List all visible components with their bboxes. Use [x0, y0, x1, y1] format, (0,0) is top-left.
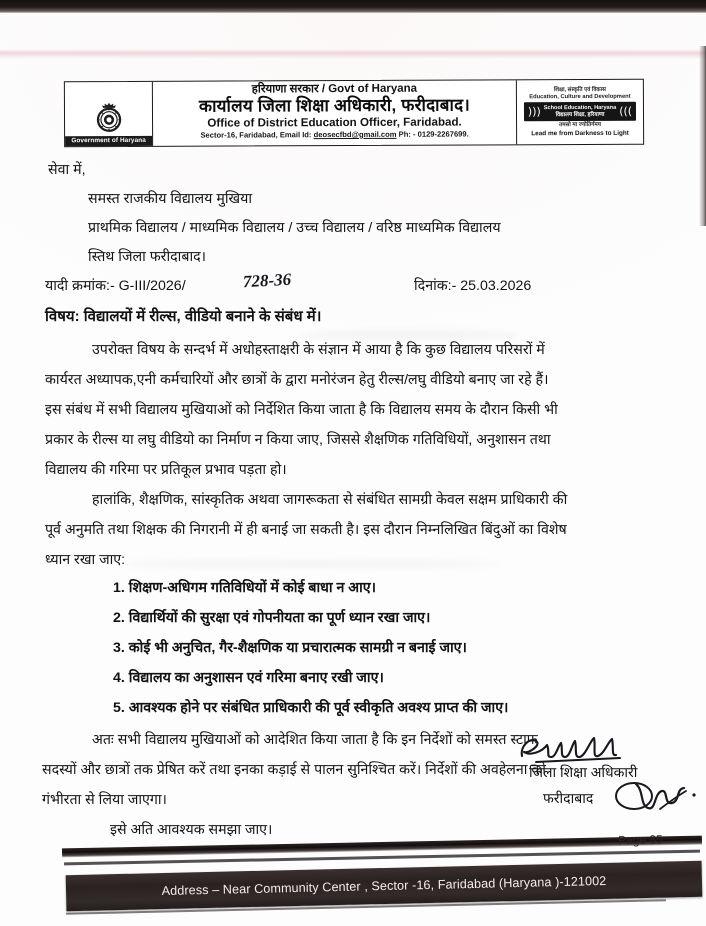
logo-text [544, 105, 616, 119]
paragraph-1-line-1: उपरोक्त विषय के सन्दर्भ में अधोहस्ताक्षरी के संज्ञान में आया है कि कुछ विद्यालय परिसरों में [92, 342, 545, 358]
recipient-line-1: समस्त राजकीय विद्यालय मुखिया [88, 191, 253, 207]
letterhead-emblem-cell [65, 82, 153, 146]
paragraph-3-line-3: गंभीरता से लिया जाएगा। [42, 792, 167, 808]
letterhead-office-english: Office of District Education Officer, Faridabad. [207, 115, 462, 130]
letterhead-email: deosecfbd@gmail.com [313, 129, 397, 140]
signature-initial-mark [610, 775, 698, 817]
paragraph-1-line-2: कार्यरत अध्यापक,एनी कर्मचारियों और छात्रों के द्वारा मनोरंजन हेतु रील्स/लघु वीडियो बनाए जा रहे हैं। [45, 372, 549, 388]
paragraph-2-line-1: हालांकि, शैक्षणिक, सांस्कृतिक अथवा जागरूकता से संबंधित सामग्री केवल सक्षम प्राधिकारी की [92, 492, 568, 508]
letterhead-phone: Ph: - 0129-2267699. [396, 129, 469, 139]
logo-right-bars-icon: ((( [619, 104, 633, 118]
letterhead-contact-line [157, 129, 512, 140]
point-item-1: 1. शिक्षण-अधिगम गतिविधियों में कोई बाधा न आए। [113, 580, 377, 596]
recipient-line-2: प्राथमिक विद्यालय / माध्यमिक विद्यालय / उच्च विद्यालय / वरिष्ठ माध्यमिक विद्यालय [88, 220, 501, 236]
signature-designation: जिला शिक्षा अधिकारी [529, 764, 638, 780]
closing-line: इसे अति आवश्यक समझा जाए। [110, 822, 273, 838]
point-item-5: 5. आवश्यक होने पर संबंधित प्राधिकारी की पूर्व स्वीकृति अवश्य प्राप्त की जाए। [113, 700, 509, 716]
paragraph-1-line-4: प्रकार के रील्स या लघु वीडियो का निर्माण न किया जाए, जिससे शैक्षणिक गतिविधियों, अनुशासन तथा [45, 432, 551, 448]
scan-smudge [120, 560, 500, 568]
school-education-logo [524, 102, 636, 122]
paragraph-3-line-2: सदस्यों और छात्रों तक प्रेषित करें तथा इनका कड़ाई से पालन सुनिश्चित करें। निर्देशों की अवहेलना को [42, 762, 546, 778]
motto-english: Lead me from Darkness to Light [531, 129, 629, 137]
department-name-english: Education, Culture and Development [529, 94, 631, 101]
footer-address-text: Address – Near Community Center , Sector -16, Faridabad (Haryana )-121002 [161, 873, 607, 899]
department-name-hindi: शिक्षा, संस्कृति एवं विकास [553, 86, 606, 93]
scan-smudge [300, 330, 520, 340]
memo-number-label: यादी क्रमांक:- G-III/2026/ [45, 278, 186, 294]
point-item-4: 4. विद्यालय का अनुशासन एवं गरिमा बनाए रखी जाए। [113, 670, 384, 686]
paragraph-2-line-2: पूर्व अनुमति तथा शिक्षक की निगरानी में ही बनाई जा सकती है। इस दौरान निम्नलिखित बिंदुओं का विशेष [45, 522, 567, 538]
letterhead-sector: Sector-16, Faridabad, Email Id: [200, 130, 314, 140]
point-item-3: 3. कोई भी अनुचित, गैर-शैक्षणिक या प्रचारात्मक सामग्री न बनाई जाए। [113, 640, 467, 656]
letterhead-office-hindi: कार्यालय जिला शिक्षा अधिकारी, फरीदाबाद। [198, 95, 470, 116]
signature-place: फरीदाबाद [543, 790, 594, 806]
letterhead-department-cell [517, 80, 643, 145]
document-date: दिनांक:- 25.03.2026 [414, 278, 532, 294]
subject-line: विषय: विद्यालयों में रील्स, वीडियो बनाने के संबंध में। [45, 308, 322, 325]
letterhead [64, 79, 644, 148]
scan-right-edge-shadow [699, 46, 706, 226]
logo-text-hindi: विद्यालय शिक्षा, हरियाणा [555, 111, 605, 118]
page-number: Page 85 [617, 832, 663, 848]
signature-scribble [516, 732, 628, 766]
motto-hindi: तमसो मा ज्योतिर्गमय [559, 122, 602, 129]
point-item-2: 2. विद्यार्थियों की सुरक्षा एवं गोपनीयता का पूर्ण ध्यान रखा जाए। [113, 610, 431, 626]
scan-top-dark-band [0, 0, 706, 13]
paragraph-3-line-1: अतः सभी विद्यालय मुखियाओं को आदेशित किया जाता है कि इन निर्देशों को समस्त स्टाफ [92, 732, 538, 748]
haryana-state-emblem-icon [91, 100, 125, 134]
letterhead-govt-line: हरियाणा सरकार / Govt of Haryana [251, 82, 418, 96]
logo-left-bars-icon: ))) [527, 105, 541, 119]
paragraph-1-line-3: इस संबंध में सभी विद्यालय मुखियाओं को निर्देशित किया जाता है कि विद्यालय समय के दौरान किसी भी [45, 402, 558, 418]
letterhead-center-cell [153, 80, 517, 146]
emblem-caption: Government of Haryana [65, 135, 152, 146]
recipient-line-3: स्तिथ जिला फरीदाबाद। [88, 249, 207, 265]
scan-color-streak-artifact [0, 49, 706, 59]
paragraph-1-line-5: विद्यालय की गरिमा पर प्रतिकूल प्रभाव पड़ता हो। [45, 462, 287, 478]
memo-number-handwritten: 728-36 [242, 269, 292, 292]
logo-text-english: School Education, Haryana [543, 104, 617, 112]
salutation: सेवा में, [48, 162, 86, 178]
paragraph-2-line-3: ध्यान रखा जाए: [45, 552, 126, 568]
